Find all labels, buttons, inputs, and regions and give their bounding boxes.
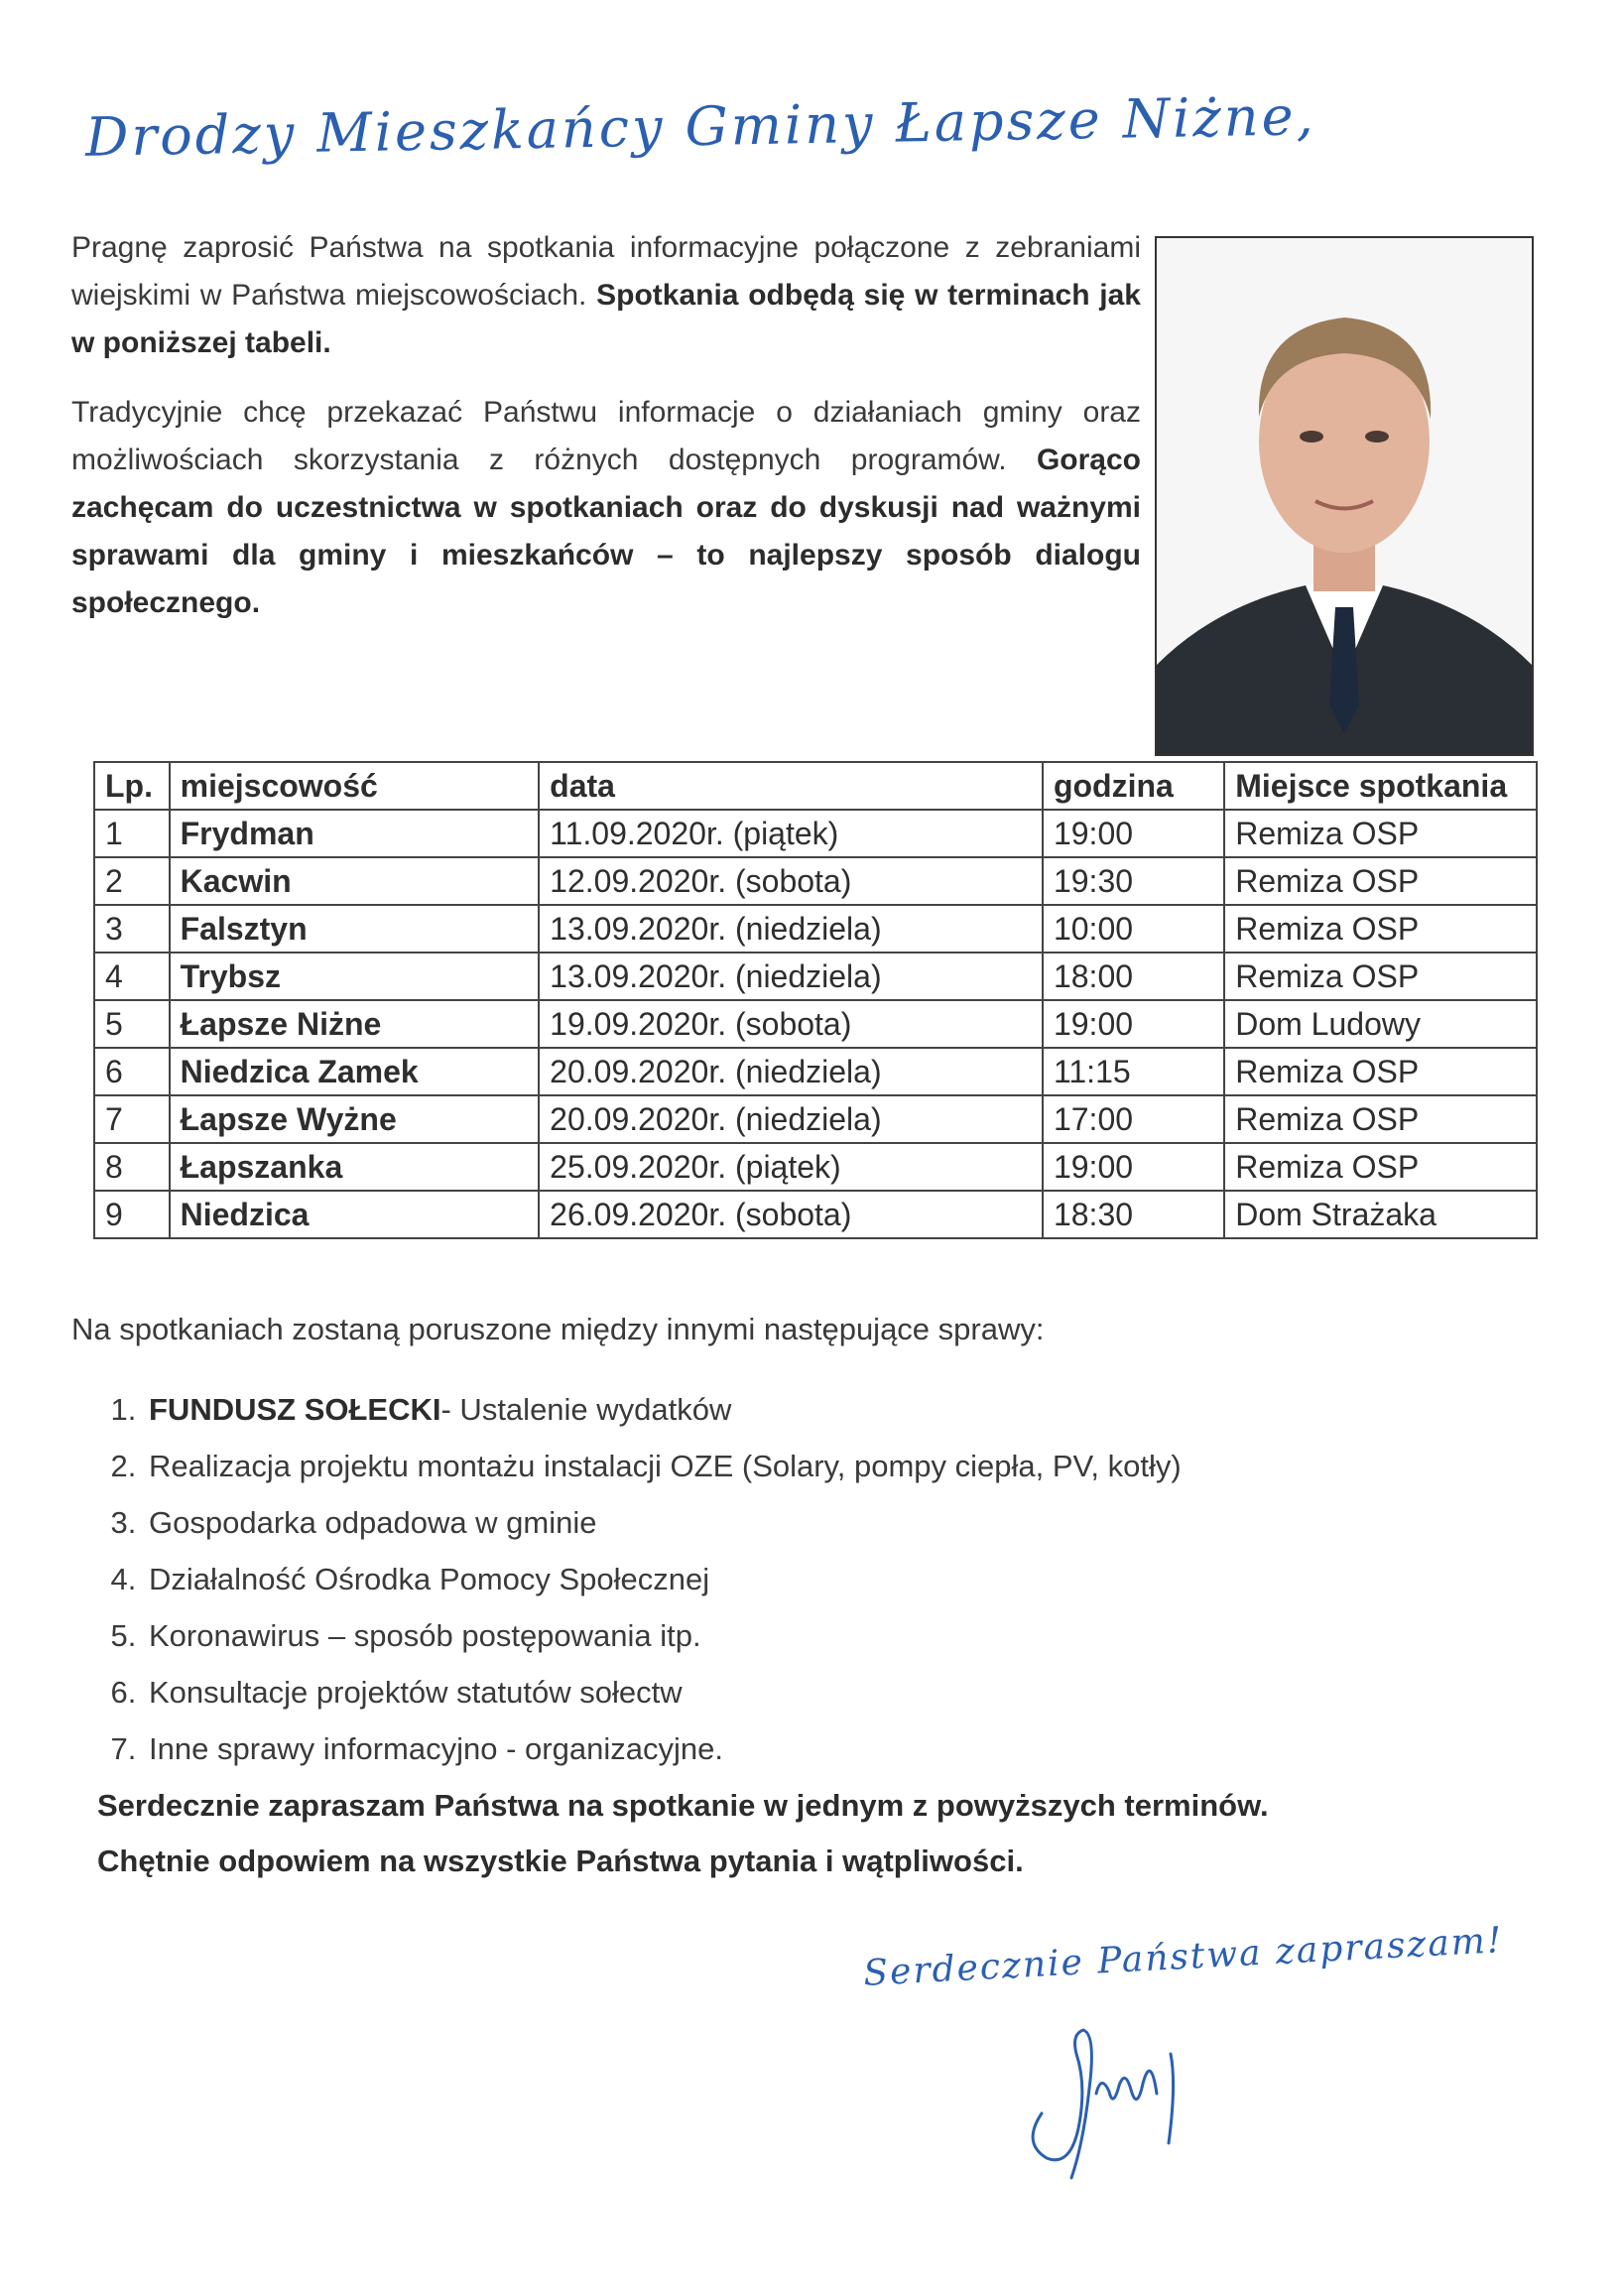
cell-date: 20.09.2020r. (niedziela) — [539, 1095, 1043, 1143]
cell-lp: 3 — [94, 905, 170, 953]
cell-place: Łapsze Niżne — [170, 1000, 540, 1048]
cell-time: 17:00 — [1043, 1095, 1224, 1143]
list-item — [145, 1438, 1593, 1494]
portrait-illustration — [1157, 238, 1532, 754]
table-row — [94, 1000, 1537, 1048]
cell-date: 13.09.2020r. (niedziela) — [539, 905, 1043, 953]
cell-date: 20.09.2020r. (niedziela) — [539, 1048, 1043, 1095]
intro-paragraph-1 — [71, 224, 1141, 367]
topic-text: - Ustalenie wydatków — [440, 1392, 732, 1427]
list-item — [145, 1607, 1593, 1664]
cell-date: 19.09.2020r. (sobota) — [539, 1000, 1043, 1048]
closing-line-2: Chętnie odpowiem na wszystkie Państwa pytania i wątpliwości. — [97, 1844, 1024, 1878]
header-date: data — [539, 762, 1043, 810]
table-row — [94, 1191, 1537, 1238]
meeting-schedule-table — [93, 761, 1538, 1239]
cell-date: 11.09.2020r. (piątek) — [539, 810, 1043, 857]
cell-place: Trybsz — [170, 953, 540, 1000]
cell-venue: Remiza OSP — [1224, 810, 1537, 857]
intro-p2-bold: Gorąco zachęcam do uczestnictwa w spotkaniach oraz do dyskusji nad ważnymi sprawami dla gminy i mieszkańców – to najlepszy sposób dialogu społecznego. — [71, 444, 1141, 619]
topic-text: Gospodarka odpadowa w gminie — [149, 1505, 597, 1540]
handwritten-greeting: Drodzy Mieszkańcy Gminy Łapsze Niżne, — [84, 84, 1317, 169]
table-row — [94, 953, 1537, 1000]
cell-time: 19:30 — [1043, 857, 1224, 905]
cell-date: 12.09.2020r. (sobota) — [539, 857, 1043, 905]
list-item — [145, 1381, 1593, 1438]
table-row — [94, 905, 1537, 953]
cell-venue: Remiza OSP — [1224, 953, 1537, 1000]
cell-lp: 7 — [94, 1095, 170, 1143]
header-lp: Lp. — [94, 762, 170, 810]
table-row — [94, 810, 1537, 857]
cell-place: Niedzica Zamek — [170, 1048, 540, 1095]
header-venue: Miejsce spotkania — [1224, 762, 1537, 810]
cell-lp: 8 — [94, 1143, 170, 1191]
cell-place: Łapszanka — [170, 1143, 540, 1191]
cell-place: Frydman — [170, 810, 540, 857]
cell-lp: 6 — [94, 1048, 170, 1095]
topics-list — [71, 1381, 1593, 1777]
list-item — [145, 1494, 1593, 1551]
list-item — [145, 1720, 1593, 1777]
cell-place: Łapsze Wyżne — [170, 1095, 540, 1143]
list-item — [145, 1664, 1593, 1720]
topic-text: Koronawirus – sposób postępowania itp. — [149, 1618, 701, 1653]
portrait-photo-icon — [1155, 236, 1534, 756]
header-time: godzina — [1043, 762, 1224, 810]
cell-venue: Remiza OSP — [1224, 1143, 1537, 1191]
cell-lp: 9 — [94, 1191, 170, 1238]
cell-date: 13.09.2020r. (niedziela) — [539, 953, 1043, 1000]
cell-venue: Remiza OSP — [1224, 1095, 1537, 1143]
intro-p1-text: Pragnę zaprosić Państwa na spotkania informacyjne połączone z zebraniami wiejskimi w Państwa miejscowościach. — [71, 231, 1141, 312]
cell-venue: Remiza OSP — [1224, 857, 1537, 905]
table-row — [94, 1048, 1537, 1095]
table-header-row — [94, 762, 1537, 810]
cell-lp: 1 — [94, 810, 170, 857]
cell-time: 11:15 — [1043, 1048, 1224, 1095]
intro-p1-bold: Spotkania odbędą się w terminach jak w poniższej tabeli. — [71, 279, 1141, 359]
list-item — [145, 1551, 1593, 1607]
topic-text: Inne sprawy informacyjno - organizacyjne. — [149, 1731, 723, 1766]
header-place: miejscowość — [170, 762, 540, 810]
closing-line-1: Serdecznie zapraszam Państwa na spotkanie w jednym z powyższych terminów. — [97, 1788, 1269, 1823]
cell-date: 26.09.2020r. (sobota) — [539, 1191, 1043, 1238]
cell-time: 18:00 — [1043, 953, 1224, 1000]
cell-place: Kacwin — [170, 857, 540, 905]
cell-place: Falsztyn — [170, 905, 540, 953]
cell-time: 10:00 — [1043, 905, 1224, 953]
topic-text: Konsultacje projektów statutów sołectw — [149, 1675, 683, 1710]
cell-time: 18:30 — [1043, 1191, 1224, 1238]
cell-venue: Dom Ludowy — [1224, 1000, 1537, 1048]
topic-text: Działalność Ośrodka Pomocy Społecznej — [149, 1562, 710, 1596]
table-row — [94, 1143, 1537, 1191]
handwritten-signature-icon — [1002, 1994, 1220, 2183]
cell-lp: 5 — [94, 1000, 170, 1048]
topics-intro: Na spotkaniach zostaną poruszone między innymi następujące sprawy: — [71, 1312, 1045, 1346]
table-row — [94, 1095, 1537, 1143]
handwritten-closing: Serdecznie Państwa zapraszam! — [862, 1920, 1505, 1994]
cell-time: 19:00 — [1043, 810, 1224, 857]
cell-place: Niedzica — [170, 1191, 540, 1238]
closing-text — [97, 1778, 1532, 1889]
cell-venue: Dom Strażaka — [1224, 1191, 1537, 1238]
table-row — [94, 857, 1537, 905]
cell-venue: Remiza OSP — [1224, 905, 1537, 953]
cell-time: 19:00 — [1043, 1143, 1224, 1191]
cell-time: 19:00 — [1043, 1000, 1224, 1048]
cell-venue: Remiza OSP — [1224, 1048, 1537, 1095]
intro-text — [71, 224, 1141, 649]
cell-lp: 2 — [94, 857, 170, 905]
cell-date: 25.09.2020r. (piątek) — [539, 1143, 1043, 1191]
cell-lp: 4 — [94, 953, 170, 1000]
intro-paragraph-2 — [71, 389, 1141, 627]
topic-text: Realizacja projektu montażu instalacji OZE (Solary, pompy ciepła, PV, kotły) — [149, 1449, 1182, 1483]
topic-bold: FUNDUSZ SOŁECKI — [149, 1392, 441, 1427]
intro-p2-text: Tradycyjnie chcę przekazać Państwu informacje o działaniach gminy oraz możliwościach skorzystania z różnych dostępnych programów. — [71, 396, 1141, 476]
